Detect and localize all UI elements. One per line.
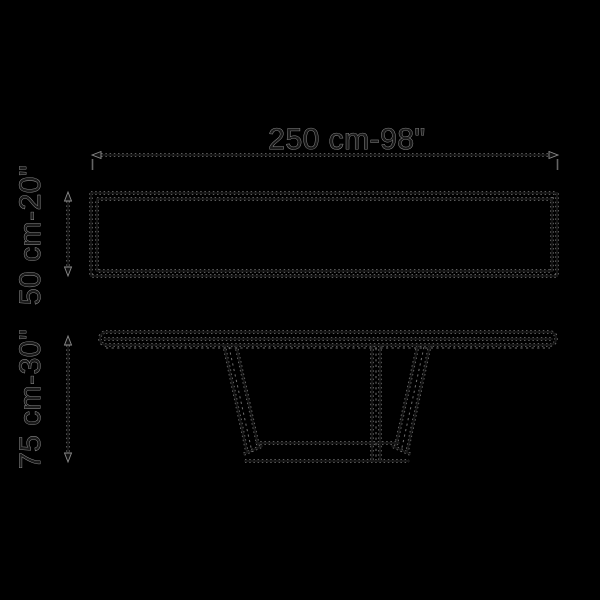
dimension-extension-stubs <box>93 159 558 170</box>
length-arrowhead-right <box>549 152 558 159</box>
dimension-labels <box>14 123 426 469</box>
line-art-halo-pass <box>68 155 557 461</box>
height-arrowhead-top <box>65 336 72 345</box>
depth-arrowhead-bottom <box>65 267 72 276</box>
line-art-ink-pass <box>68 155 557 461</box>
height-arrowhead-bottom <box>65 453 72 462</box>
length-dimension-label: 250 cm-98" <box>268 123 426 156</box>
right-leg-hidden-edge <box>401 347 424 452</box>
length-arrowhead-left <box>92 152 101 159</box>
height-dimension-label: 75 cm-30" <box>14 328 47 470</box>
depth-dimension-label: 50 cm-20" <box>14 164 47 306</box>
depth-arrowhead-top <box>65 192 72 201</box>
